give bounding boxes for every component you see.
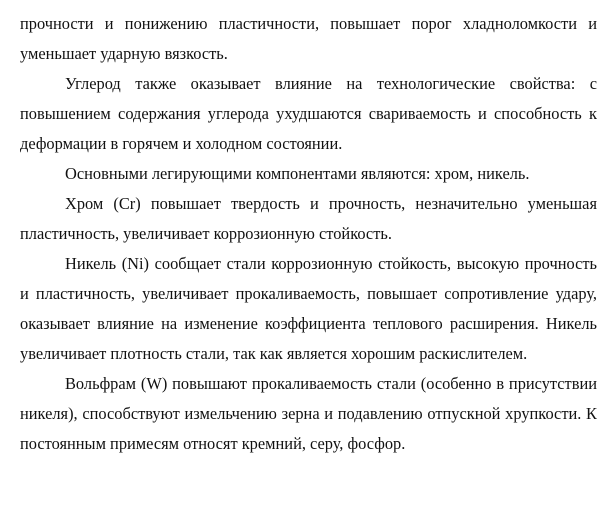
- paragraph-carbon-technological: Углерод также оказывает влияние на технологические свойства: с повышением содержания углерода ухудшаются свариваемость и способность к деформации в горячем и холодном состоянии.: [20, 74, 597, 153]
- paragraph-continuation: прочности и понижению пластичности, повышает порог хладноломкости и уменьшает ударную вязкость.: [20, 14, 597, 63]
- paragraph-alloying-components: Основными легирующими компонентами являются: хром, никель.: [65, 164, 530, 183]
- paragraph-chromium: Хром (Cr) повышает твердость и прочность, незначительно уменьшая пластичность, увеличивает коррозионную стойкость.: [20, 194, 597, 243]
- paragraph-tungsten: Вольфрам (W) повышают прокаливаемость стали (особенно в присутствии никеля), способствуют измельчению зерна и подавлению отпускной хрупкости. К постоянным примесям относят кремний, серу, фосфор.: [20, 374, 597, 453]
- paragraph-nickel: Никель (Ni) сообщает стали коррозионную стойкость, высокую прочность и пластичность, увеличивает прокаливаемость, повышает сопротивление удару, оказывает влияние на изменение коэффициента теплового расширения. Никель увеличивает плотность стали, так как является хорошим раскислителем.: [20, 254, 597, 363]
- document-page: [20, 9, 597, 459]
